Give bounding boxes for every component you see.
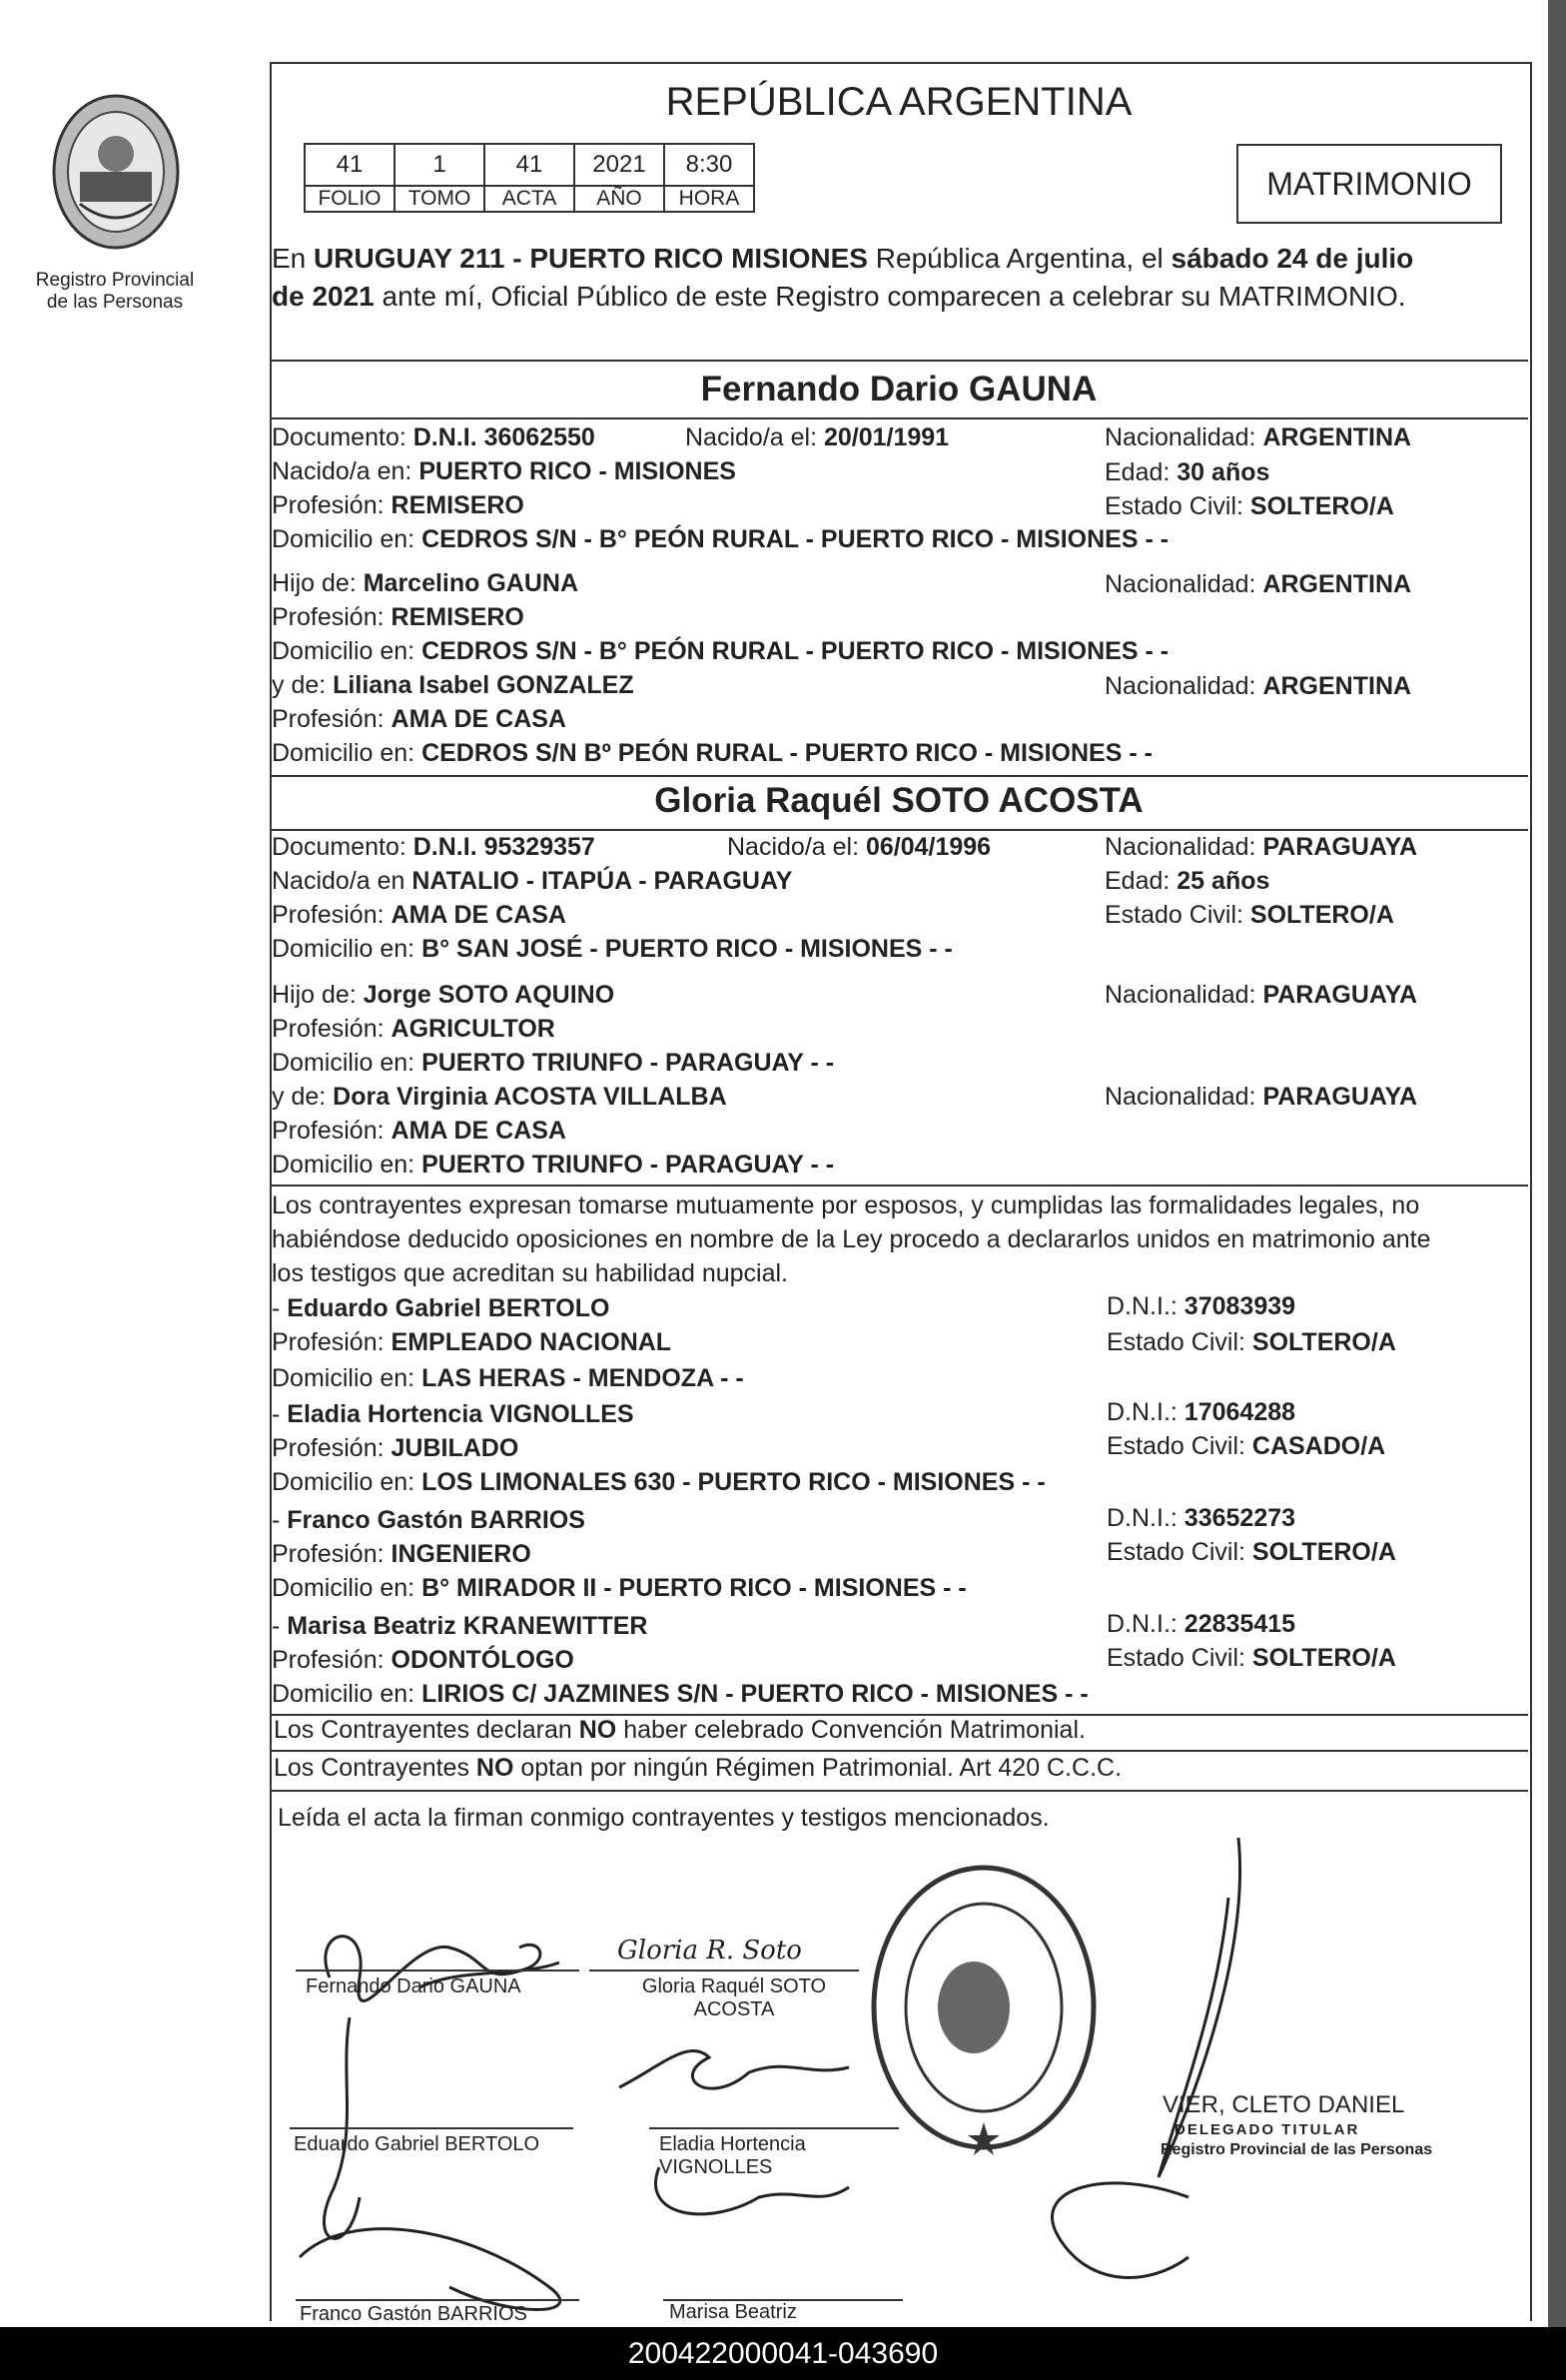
declaration-text: Los contrayentes expresan tomarse mutuamente por esposos, y cumplidas las formalidades legales, no habiéndose deducido oposiciones en nombre de la Ley procedo a declararlos unidos en matrimonio ante los testigos que acreditan su habilidad nupcial.: [272, 1191, 1431, 1287]
handwritten-gloria-signature: Gloria R. Soto: [617, 1936, 802, 1966]
official-title: DELEGADO TITULAR: [1174, 2121, 1360, 2138]
registry-emblem: [36, 92, 196, 262]
registry-name: Registro Provincial de las Personas: [35, 270, 195, 313]
sig-witness1: Eduardo Gabriel BERTOLO: [294, 2133, 540, 2155]
spouse2-name: Gloria Raquél SOTO ACOSTA: [654, 781, 1144, 820]
official-registry: Registro Provincial de las Personas: [1161, 2141, 1433, 2158]
sig-witness2: Eladia Hortencia VIGNOLLES: [659, 2133, 806, 2178]
spouse1-name: Fernando Dario GAUNA: [700, 370, 1098, 408]
country-title: REPÚBLICA ARGENTINA: [665, 80, 1133, 124]
barcode-footer: [0, 2327, 1566, 2380]
sig-witness4: Marisa Beatriz: [669, 2301, 797, 2323]
barcode-number: 200422000041-043690: [627, 2337, 939, 2370]
intro-paragraph: En URUGUAY 211 - PUERTO RICO MISIONES República Argentina, el sábado 24 de julio de 2021 ante mí, Oficial Público de este Registro comparecen a celebrar su MATRIMONIO.: [272, 243, 1414, 312]
hour-value: 8:30: [664, 144, 754, 186]
spouse2-dni: D.N.I. 95329357: [412, 833, 595, 861]
registration-table: 41 1 41 2021 8:30 FOLIO TOMO ACTA AÑO HORA: [304, 143, 755, 213]
sig-witness3: Franco Gastón BARRIOS: [300, 2303, 527, 2325]
province-seal-icon: [36, 92, 196, 262]
sig-spouse2: Gloria Raquél SOTO ACOSTA: [641, 1976, 827, 2020]
registry-stamp-icon: [864, 1858, 1104, 2157]
official-name: VIER, CLETO DANIEL: [1163, 2091, 1405, 2118]
convention-clause: Los Contrayentes declaran NO haber celebrado Convención Matrimonial.: [274, 1716, 1086, 1744]
reading-clause: Leída el acta la firman conmigo contrayentes y testigos mencionados.: [278, 1804, 1050, 1832]
act-type-box: MATRIMONIO: [1236, 144, 1502, 224]
regime-clause: Los Contrayentes NO optan por ningún Régimen Patrimonial. Art 420 C.C.C.: [274, 1754, 1123, 1782]
folio-value: 41: [305, 144, 394, 186]
sig-spouse1: Fernando Dario GAUNA: [306, 1976, 521, 1997]
acta-value: 41: [484, 144, 574, 186]
tomo-value: 1: [394, 144, 484, 186]
year-value: 2021: [574, 144, 664, 186]
spouse1-dni: D.N.I. 36062550: [412, 423, 595, 451]
